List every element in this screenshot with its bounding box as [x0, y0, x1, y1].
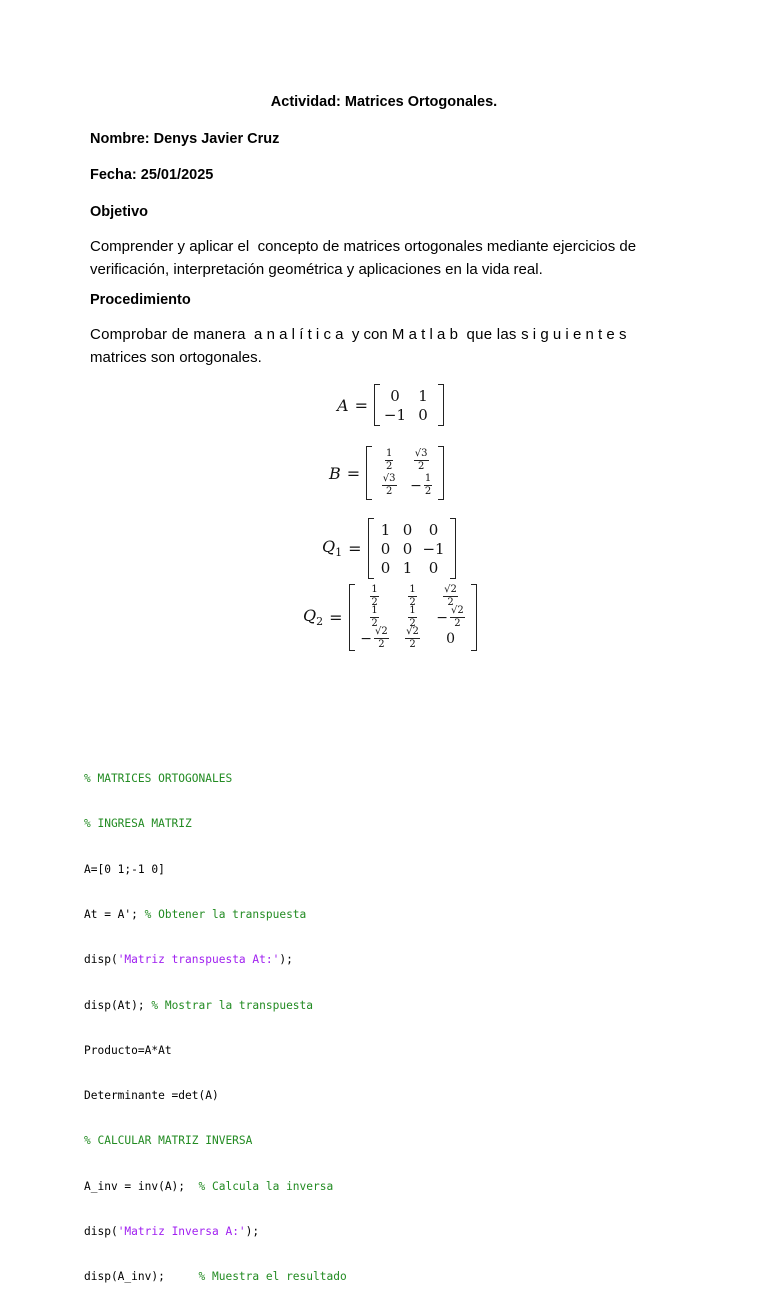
matrix-a-cell: 0 [418, 405, 428, 424]
matrix-q2-letter: Q [303, 606, 317, 626]
matrix-q1-cell: 1 [380, 520, 391, 539]
fraction-denominator: 2 [454, 618, 461, 629]
procedure-paragraph [90, 323, 678, 369]
equals-sign: = [346, 463, 361, 483]
matrix-q1-cell: 0 [428, 558, 439, 577]
matrix-a-label: A [337, 395, 349, 415]
code-line-comment: % CALCULAR MATRIZ INVERSA [84, 1134, 253, 1148]
matrix-a-equation [337, 384, 444, 426]
matrix-q1-cell: 0 [402, 539, 413, 558]
code-statement: disp( [84, 1225, 118, 1238]
fraction-numerator: √2 [375, 626, 388, 637]
matrix-q2 [349, 584, 477, 651]
matrix-q1 [368, 518, 456, 579]
objective-line-1: Comprender y aplicar el concepto de matrices ortogonales mediante ejercicios de [90, 238, 637, 255]
procedure-text-d: y con [347, 326, 392, 343]
procedure-text-g: siguientes [521, 326, 631, 343]
code-line: Determinante =det(A) [84, 1089, 219, 1103]
code-line-comment: % MATRICES ORTOGONALES [84, 772, 233, 786]
code-comment: % Obtener la transpuesta [144, 908, 307, 922]
equals-sign: = [354, 395, 368, 415]
matrix-q2-cell: 0 [446, 630, 455, 647]
code-line [84, 1269, 347, 1284]
fraction-denominator: 2 [424, 486, 432, 497]
matrix-q2-cell [394, 586, 432, 607]
fraction-denominator: 2 [385, 461, 393, 472]
code-line [84, 1224, 347, 1239]
code-line-comment: % INGRESA MATRIZ [84, 817, 192, 831]
document-title: Actividad: Matrices Ortogonales. [270, 94, 498, 110]
fraction-denominator: 2 [371, 597, 378, 608]
procedure-text-f: que las [462, 326, 522, 343]
matrix-b-cell [373, 473, 405, 498]
minus-sign: − [410, 477, 422, 494]
matrix-q2-cell [432, 607, 470, 628]
code-line: Producto=A*At [84, 1043, 172, 1057]
fraction-numerator: √2 [451, 605, 464, 616]
code-statement: disp(A_inv); [84, 1270, 199, 1284]
code-statement: ); [279, 953, 293, 967]
matrix-a-cell: −1 [383, 405, 407, 424]
matrix-q2-cell [394, 628, 432, 649]
fraction-denominator: 2 [409, 597, 416, 608]
code-line [84, 998, 347, 1013]
matrix-b-cell [405, 448, 437, 473]
fraction-denominator: 2 [409, 639, 416, 650]
date-line: Fecha: 25/01/2025 [90, 167, 214, 183]
matrix-q1-subscript: 1 [335, 546, 343, 560]
procedure-text-b: manera [193, 326, 246, 343]
procedure-text-a: Comprobar de [90, 326, 194, 343]
matlab-code-block [84, 741, 347, 1315]
fraction-denominator: 2 [371, 618, 378, 629]
matrix-q2-cell [356, 628, 394, 649]
fraction-denominator: 2 [378, 639, 385, 650]
procedure-text-e: Matlab [391, 326, 463, 343]
matrix-b-cell [373, 448, 405, 473]
matrix-q2-label [303, 606, 323, 628]
minus-sign: − [436, 609, 449, 626]
code-statement: disp(At); [84, 998, 152, 1012]
equals-sign: = [348, 539, 362, 558]
minus-sign: − [360, 630, 373, 647]
code-comment: % Calcula la inversa [198, 1179, 334, 1193]
code-string: 'Matriz transpuesta At:' [117, 953, 280, 967]
fraction-denominator: 2 [447, 597, 454, 608]
objective-heading: Objetivo [90, 204, 149, 220]
matrix-b [366, 446, 444, 500]
procedure-line-1 [90, 323, 678, 346]
matrix-q2-cell [432, 586, 470, 607]
equals-sign: = [329, 608, 343, 627]
code-line [84, 907, 347, 922]
matrix-q2-cell [356, 607, 394, 628]
matrix-a [374, 384, 444, 426]
procedure-line-2: matrices son ortogonales. [90, 349, 262, 366]
fraction-numerator: 1 [385, 448, 393, 459]
matrix-q2-cell [394, 607, 432, 628]
fraction-numerator: 1 [371, 584, 378, 595]
fraction-numerator: √2 [444, 584, 457, 595]
fraction-numerator: √2 [406, 626, 419, 637]
matrix-q1-cell: 0 [380, 558, 391, 577]
fraction-numerator: √3 [382, 473, 396, 484]
code-string: 'Matriz Inversa A:' [117, 1225, 246, 1238]
fraction-denominator: 2 [385, 486, 393, 497]
fraction-numerator: 1 [371, 605, 378, 616]
matrix-q1-cell: 0 [402, 520, 413, 539]
matrix-b-cell [405, 473, 437, 498]
name-line: Nombre: Denys Javier Cruz [90, 131, 280, 147]
code-line [84, 1179, 347, 1194]
matrix-q2-subscript: 2 [316, 615, 324, 629]
matrix-b-equation [329, 446, 444, 500]
procedure-text-c: analítica [245, 326, 348, 343]
code-statement: ); [245, 1225, 260, 1238]
matrix-q1-cell: 1 [402, 558, 413, 577]
matrix-q1-letter: Q [322, 537, 336, 557]
code-statement: At = A'; [84, 908, 145, 922]
matrix-q1-equation [322, 518, 456, 579]
matrix-q2-cell [356, 586, 394, 607]
fraction-denominator: 2 [409, 618, 416, 629]
fraction-numerator: 1 [409, 584, 416, 595]
matrix-b-label: B [329, 463, 341, 483]
fraction-numerator: √3 [414, 448, 428, 459]
matrix-q2-equation [303, 584, 477, 651]
fraction-numerator: 1 [409, 605, 416, 616]
code-comment: % Muestra el resultado [198, 1270, 347, 1284]
matrix-q1-cell: 0 [380, 539, 391, 558]
code-line [84, 952, 347, 967]
code-line: A=[0 1;-1 0] [84, 862, 165, 876]
code-statement: A_inv = inv(A); [84, 1179, 199, 1193]
matrix-a-cell: 0 [390, 386, 400, 405]
procedure-heading: Procedimiento [90, 292, 191, 308]
fraction-numerator: 1 [424, 473, 432, 484]
code-comment: % Mostrar la transpuesta [151, 998, 314, 1012]
objective-paragraph [90, 235, 678, 281]
matrix-a-cell: 1 [418, 386, 428, 405]
fraction-denominator: 2 [417, 461, 425, 472]
matrix-q1-cell: 0 [428, 520, 439, 539]
code-statement: disp( [84, 953, 118, 967]
matrix-q1-label [322, 537, 342, 559]
objective-line-2: verificación, interpretación geométrica y aplicaciones en la vida real. [90, 261, 543, 278]
matrix-q1-cell: −1 [422, 539, 445, 558]
